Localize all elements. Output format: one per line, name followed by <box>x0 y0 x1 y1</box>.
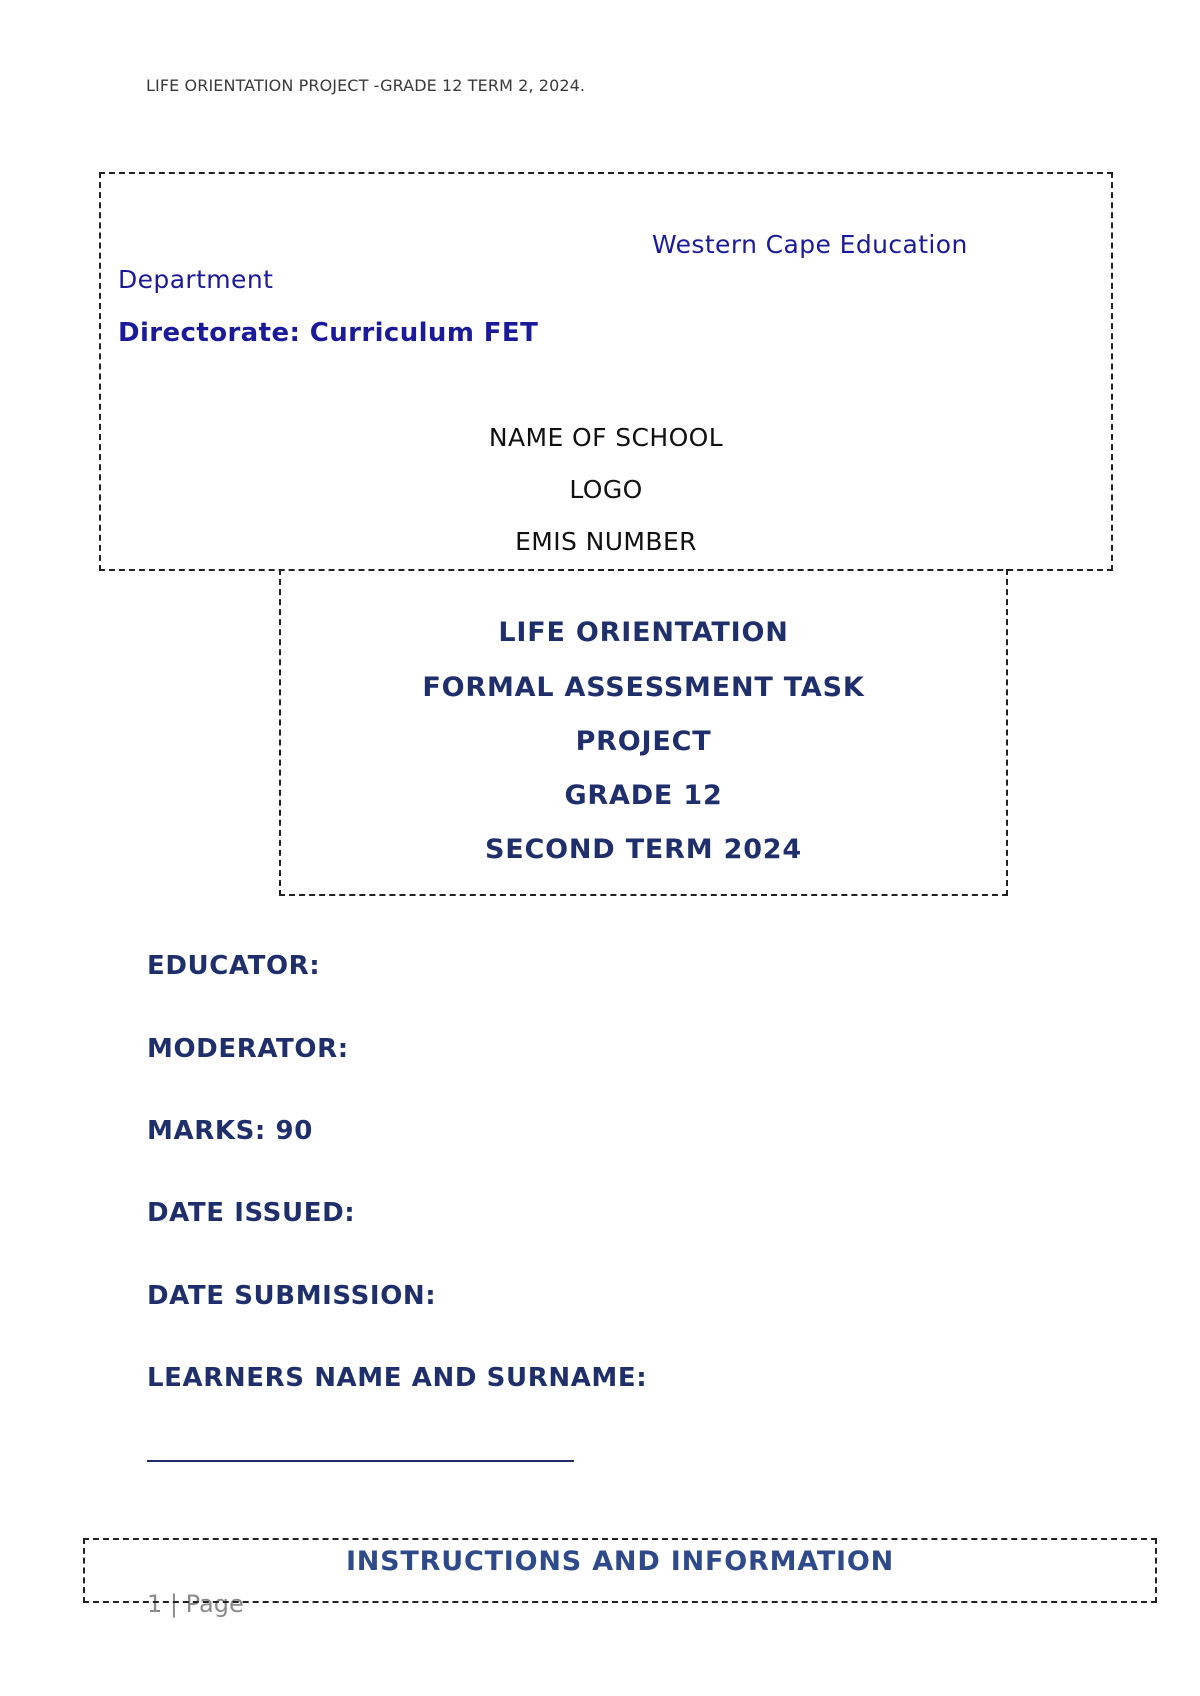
moderator-label: MODERATOR: <box>147 1034 349 1064</box>
department-name-line2: Department <box>118 265 274 294</box>
instructions-heading: INSTRUCTIONS AND INFORMATION <box>345 1546 895 1577</box>
title-task-type: FORMAL ASSESSMENT TASK <box>422 672 865 703</box>
page-number: 1 | Page <box>147 1590 244 1618</box>
emis-number-placeholder: EMIS NUMBER <box>515 527 697 556</box>
title-term: SECOND TERM 2024 <box>485 834 802 865</box>
date-submission-label: DATE SUBMISSION: <box>147 1281 437 1311</box>
title-subject: LIFE ORIENTATION <box>498 617 789 648</box>
running-header: LIFE ORIENTATION PROJECT -GRADE 12 TERM 2, 2024. <box>146 76 586 95</box>
marks-label: MARKS: 90 <box>147 1116 313 1146</box>
title-project: PROJECT <box>575 726 712 757</box>
school-logo-placeholder: LOGO <box>569 475 643 504</box>
learner-name-signature-line <box>147 1460 574 1462</box>
learner-name-label: LEARNERS NAME AND SURNAME: <box>147 1363 648 1393</box>
title-grade: GRADE 12 <box>564 780 723 811</box>
directorate-label: Directorate: Curriculum FET <box>118 318 539 348</box>
educator-label: EDUCATOR: <box>147 951 321 981</box>
school-name-placeholder: NAME OF SCHOOL <box>488 423 724 452</box>
department-name-line1: Western Cape Education <box>652 230 968 259</box>
date-issued-label: DATE ISSUED: <box>147 1198 356 1228</box>
